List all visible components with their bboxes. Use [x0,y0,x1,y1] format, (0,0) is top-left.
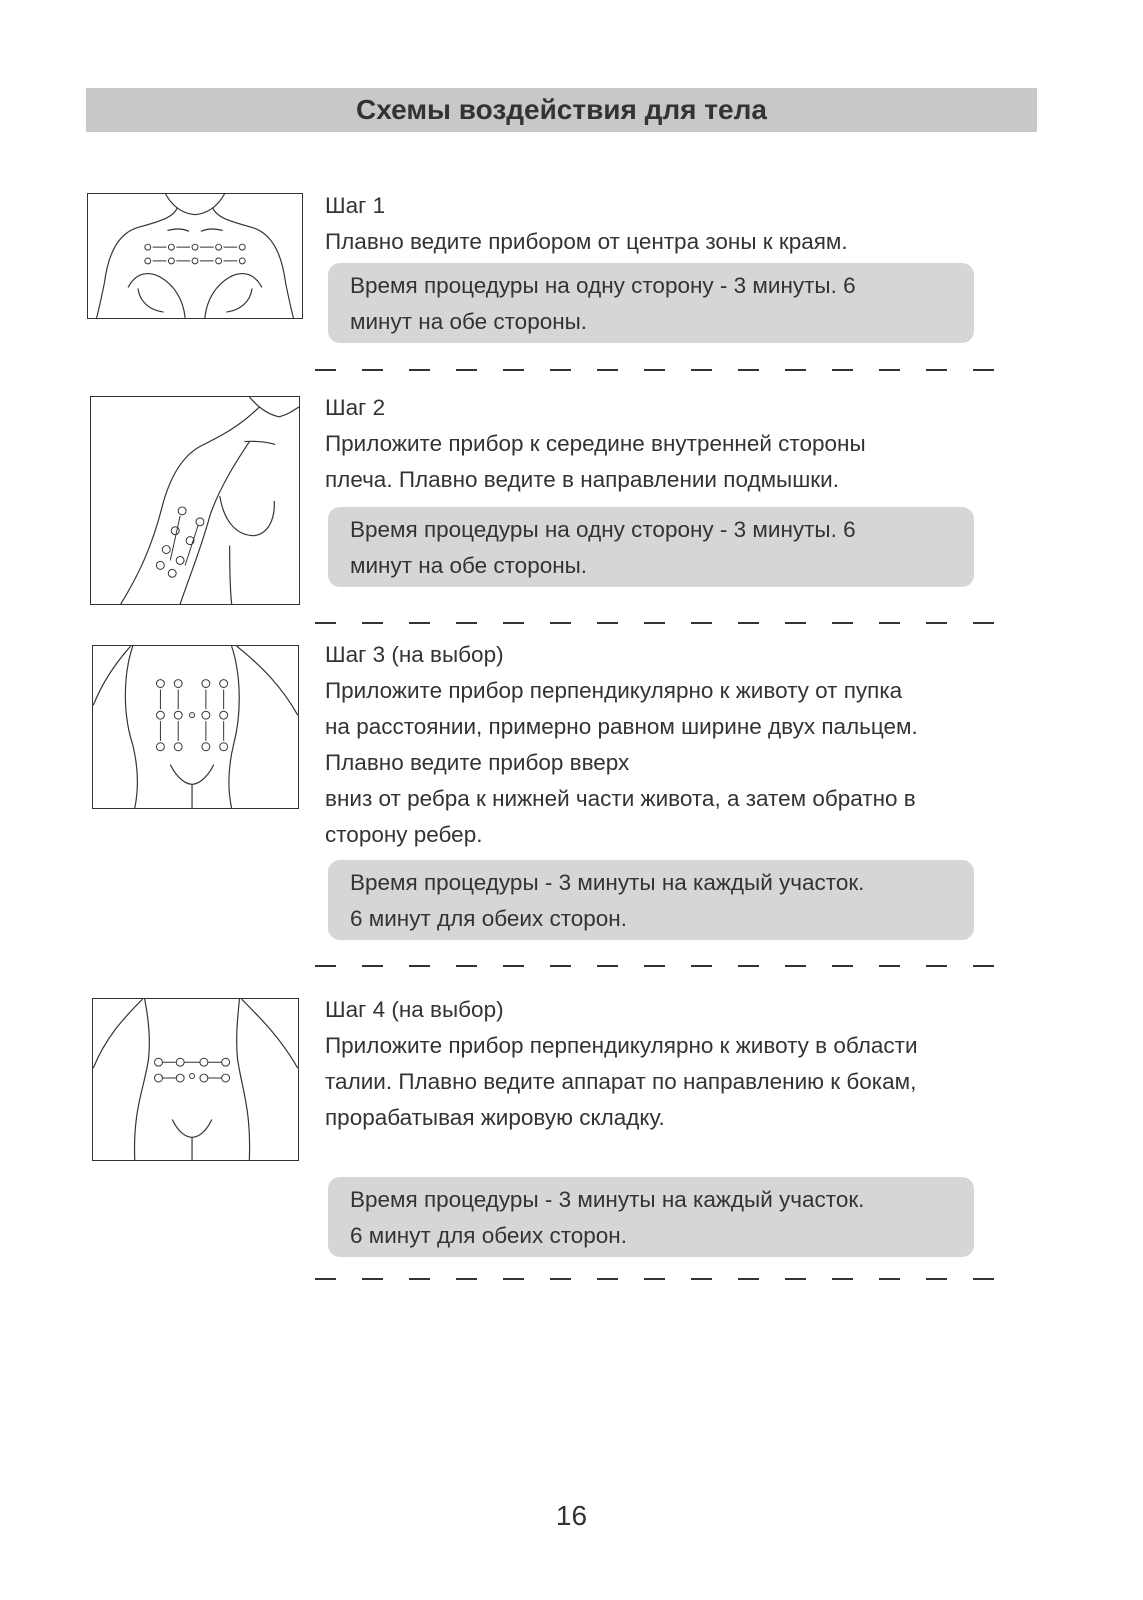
step-2-note-line-1: Время процедуры на одну сторону - 3 минуты. 6 [350,517,856,542]
step-4-line-3: прорабатывая жировую складку. [325,1105,665,1130]
step-1-note-line-2: минут на обе стороны. [350,309,588,334]
step-1-note-line-1: Время процедуры на одну сторону - 3 минуты. 6 [350,273,856,298]
step-3-line-3: Плавно ведите прибор вверх [325,750,630,775]
divider [315,965,1001,967]
step-3-line-1: Приложите прибор перпендикулярно к животу от пупка [325,678,903,703]
title-bar [86,88,1037,132]
step-2-line-2: плеча. Плавно ведите в направлении подмышки. [325,467,839,492]
step-4-note-line-2: 6 минут для обеих сторон. [350,1223,627,1248]
step-3-note [328,860,974,940]
step-4-heading: Шаг 4 (на выбор) [325,997,504,1022]
step-2-note-line-2: минут на обе стороны. [350,553,588,578]
step-3-note-line-1: Время процедуры - 3 минуты на каждый участок. [350,870,865,895]
divider [315,369,1001,371]
step-1-note [328,263,974,343]
step-3-note-line-2: 6 минут для обеих сторон. [350,906,627,931]
step-3-line-5: сторону ребер. [325,822,483,847]
waist-illustration [92,998,299,1161]
step-4-line-2: талии. Плавно ведите аппарат по направлению к бокам, [325,1069,917,1094]
step-2-line-1: Приложите прибор к середине внутренней стороны [325,431,866,456]
step-4-line-1: Приложите прибор перпендикулярно к животу в области [325,1033,918,1058]
step-2-note [328,507,974,587]
page-number: 16 [555,1500,588,1531]
step-1-line-1: Плавно ведите прибором от центра зоны к краям. [325,229,848,254]
chest-illustration [87,193,303,319]
step-1-heading: Шаг 1 [325,193,386,218]
divider [315,1278,1001,1280]
belly-vertical-illustration [92,645,299,809]
step-3-line-4: вниз от ребра к нижней части живота, а затем обратно в [325,786,916,811]
step-3-line-2: на расстоянии, примерно равном ширине двух пальцем. [325,714,918,739]
step-4-note [328,1177,974,1257]
step-3-heading: Шаг 3 (на выбор) [325,642,504,667]
divider [315,622,1001,624]
page-title: Схемы воздействия для тела [356,94,767,125]
arm-illustration [90,396,300,605]
step-2-heading: Шаг 2 [325,395,386,420]
step-4-note-line-1: Время процедуры - 3 минуты на каждый участок. [350,1187,865,1212]
